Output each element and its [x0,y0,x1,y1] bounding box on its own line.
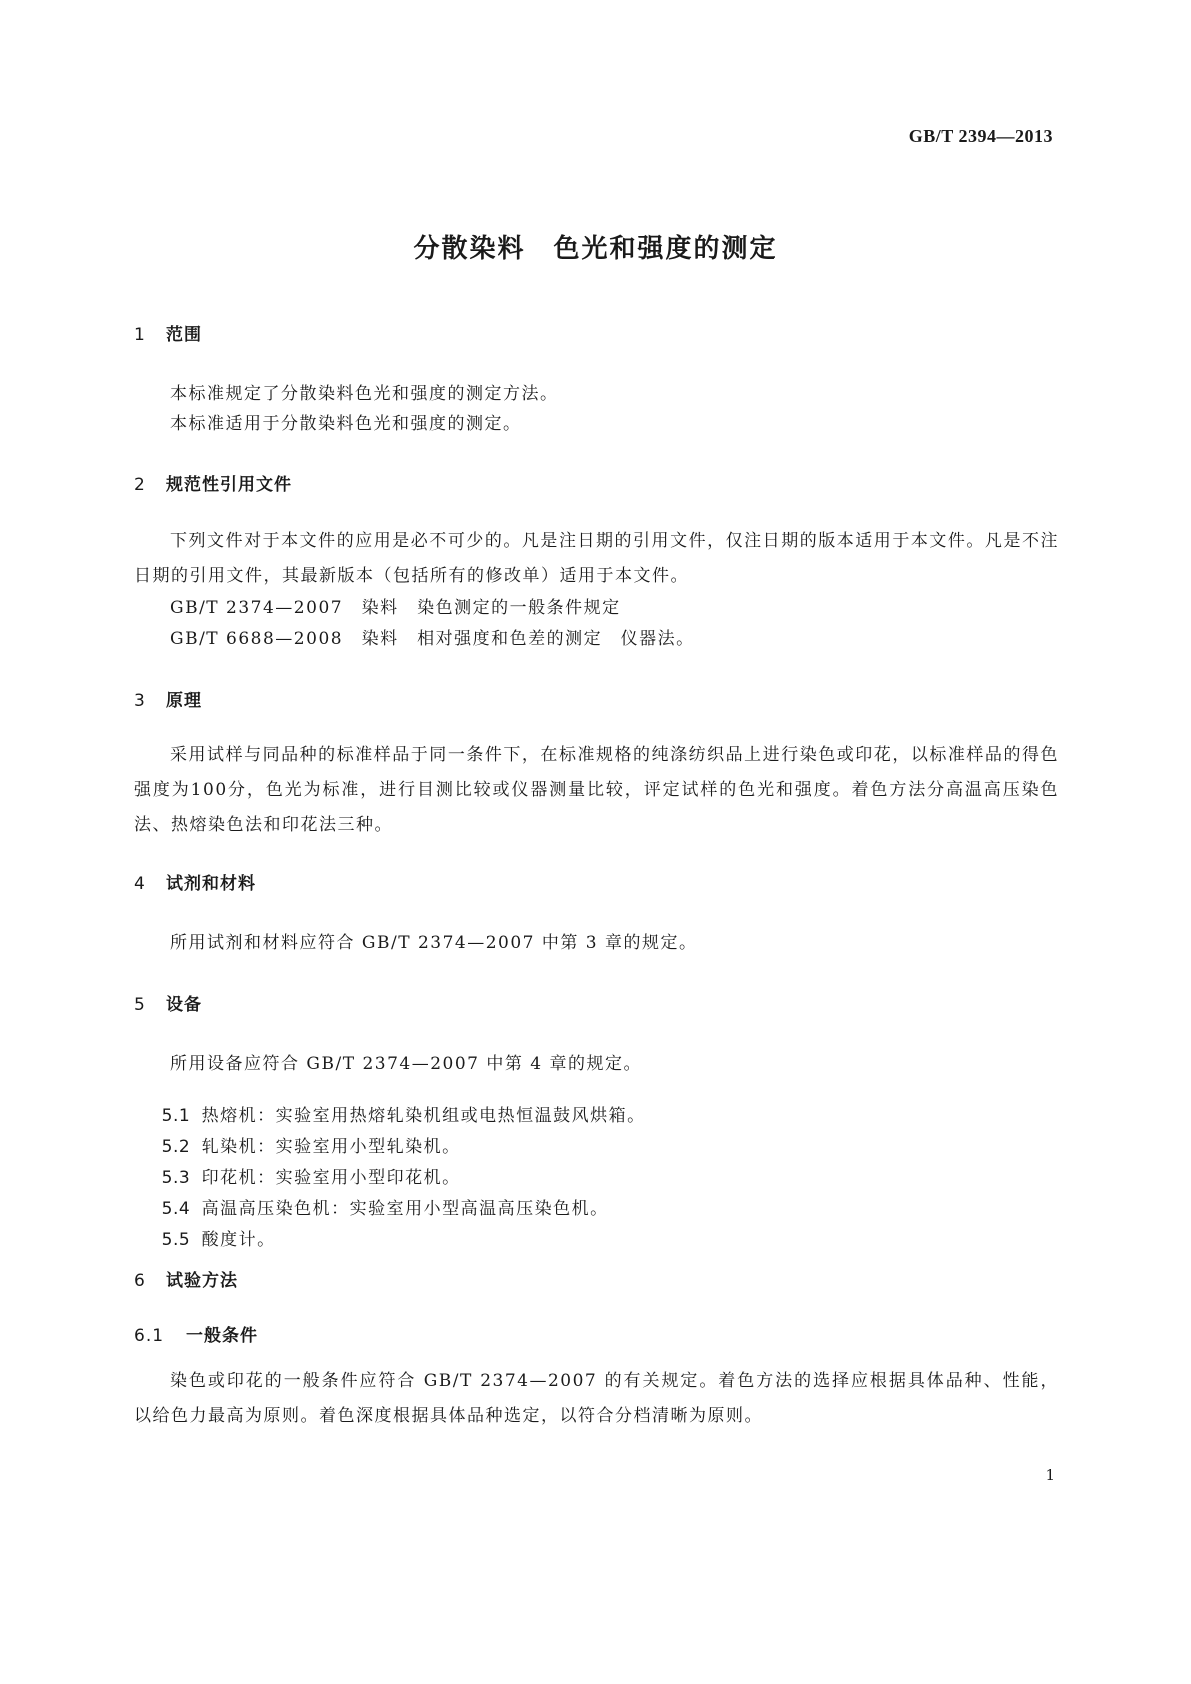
section-2-paragraph: 下列文件对于本文件的应用是必不可少的。凡是注日期的引用文件，仅注日期的版本适用于本文件。凡是不注日期的引用文件，其最新版本（包括所有的修改单）适用于本文件。 [134,531,1059,586]
section-title: 原理 [166,691,202,711]
section-title: 试剂和材料 [166,874,256,894]
item-text: 热熔机：实验室用热熔轧染机组或电热恒温鼓风烘箱。 [201,1106,646,1126]
section-number: 3 [134,691,146,711]
section-3-paragraph: 采用试样与同品种的标准样品于同一条件下，在标准规格的纯涤纺织品上进行染色或印花，以标准样品的得色强度为100分，色光为标准，进行目测比较或仪器测量比较，评定试样的色光和强度。着色方法分高温高压染色法、热熔染色法和印花法三种。 [134,745,1059,835]
item-number: 5.5 [161,1230,191,1250]
section-number: 5 [134,995,146,1015]
item-text: 酸度计。 [201,1230,276,1250]
equipment-item-5-5 [134,1205,276,1270]
section-title: 试验方法 [166,1271,238,1291]
section-1-line-1: 本标准规定了分散染料色光和强度的测定方法。 [170,384,559,404]
section-1-heading [134,320,202,345]
section-5-heading [134,990,202,1015]
section-title: 规范性引用文件 [166,475,292,495]
section-title: 设备 [166,995,202,1015]
section-number: 2 [134,475,146,495]
standard-number: GB/T 2394—2013 [908,126,1053,146]
section-4-heading [134,869,256,894]
section-5-line: 所用设备应符合 GB/T 2374—2007 中第 4 章的规定。 [170,1054,643,1074]
page-number: 1 [1045,1466,1055,1484]
item-number: 5.2 [161,1137,191,1157]
reference-1: GB/T 2374—2007 染料 染色测定的一般条件规定 [170,598,621,618]
section-title: 范围 [166,325,202,345]
item-number: 5.1 [161,1106,191,1126]
item-text: 印花机：实验室用小型印花机。 [201,1168,461,1188]
section-3-heading [134,686,202,711]
section-6-1-paragraph: 染色或印花的一般条件应符合 GB/T 2374—2007 的有关规定。着色方法的选择应根据具体品种、性能，以给色力最高为原则。着色深度根据具体品种选定，以符合分档清晰为原则。 [134,1371,1059,1426]
section-number: 1 [134,325,146,345]
item-text: 轧染机：实验室用小型轧染机。 [201,1137,461,1157]
section-6-heading [134,1266,238,1291]
subsection-title: 一般条件 [186,1326,258,1346]
section-1-line-2: 本标准适用于分散染料色光和强度的测定。 [170,414,522,434]
item-text: 高温高压染色机：实验室用小型高温高压染色机。 [201,1199,609,1219]
section-4-line: 所用试剂和材料应符合 GB/T 2374—2007 中第 3 章的规定。 [170,933,698,953]
subsection-number: 6.1 [134,1326,165,1346]
section-number: 4 [134,874,146,894]
item-number: 5.4 [161,1199,191,1219]
item-number: 5.3 [161,1168,191,1188]
document-title: 分散染料 色光和强度的测定 [413,234,778,264]
section-6-1-heading [134,1321,258,1346]
section-2-heading [134,470,292,495]
reference-2: GB/T 6688—2008 染料 相对强度和色差的测定 仪器法。 [170,629,695,649]
section-number: 6 [134,1271,146,1291]
